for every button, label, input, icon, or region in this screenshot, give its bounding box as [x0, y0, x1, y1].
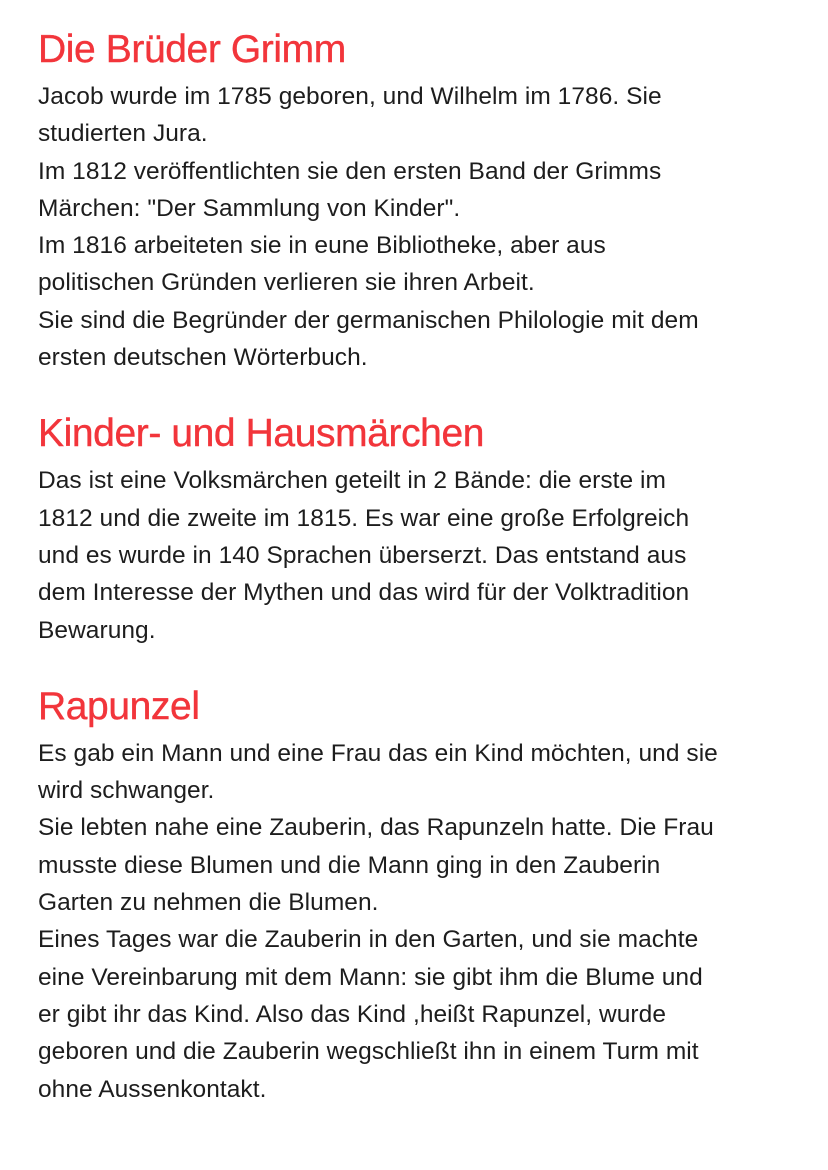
text-line: ohne Aussenkontakt.: [38, 1075, 267, 1103]
text-line: musste diese Blumen und die Mann ging in den Zauberin: [38, 851, 661, 879]
text-line: und es wurde in 140 Sprachen überserzt. Das entstand aus: [38, 541, 687, 569]
section-heading: Rapunzel: [38, 684, 200, 728]
section-kinder-und-hausmaerchen: [38, 410, 808, 648]
text-line: Jacob wurde im 1785 geboren, und Wilhelm im 1786. Sie: [38, 83, 662, 110]
section-rapunzel: [38, 683, 808, 1108]
text-line: eine Vereinbarung mit dem Mann: sie gibt ihm die Blume und: [38, 963, 703, 991]
text-line: Bewarung.: [38, 616, 156, 644]
text-line: geboren und die Zauberin wegschließt ihn in einem Turm mit: [38, 1038, 699, 1066]
text-line: Es gab ein Mann und eine Frau das ein Kind möchten, und sie: [38, 739, 718, 767]
section-heading: Kinder- und Hausmärchen: [38, 412, 485, 456]
section-heading: Die Brüder Grimm: [38, 28, 346, 71]
text-line: wird schwanger.: [38, 777, 215, 805]
text-line: Das ist eine Volksmärchen geteilt in 2 Bände: die erste im: [38, 467, 666, 495]
text-line: Sie lebten nahe eine Zauberin, das Rapunzeln hatte. Die Frau: [38, 814, 714, 842]
text-line: Im 1812 veröffentlichten sie den ersten Band der Grimms: [38, 157, 662, 185]
text-line: dem Interesse der Mythen und das wird für der Volktradition: [38, 579, 690, 607]
text-line: 1812 und die zweite im 1815. Es war eine große Erfolgreich: [38, 504, 690, 532]
text-line: Eines Tages war die Zauberin in den Garten, und sie machte: [38, 926, 699, 954]
document-page: [38, 26, 808, 1108]
text-line: studierten Jura.: [38, 120, 208, 148]
text-line: politischen Gründen verlieren sie ihren Arbeit.: [38, 269, 535, 297]
section-brueder-grimm: [38, 26, 808, 376]
text-line: Im 1816 arbeiteten sie in eune Bibliotheke, aber aus: [38, 232, 606, 260]
text-line: Sie sind die Begründer der germanischen Philologie mit dem: [38, 306, 699, 334]
section-body: [38, 462, 808, 648]
text-line: ersten deutschen Wörterbuch.: [38, 344, 368, 372]
section-body: [38, 735, 808, 1108]
text-line: Märchen: "Der Sammlung von Kinder".: [38, 194, 461, 222]
section-body: [38, 78, 808, 376]
text-line: Garten zu nehmen die Blumen.: [38, 889, 379, 917]
text-line: er gibt ihr das Kind. Also das Kind ,heißt Rapunzel, wurde: [38, 1000, 666, 1028]
